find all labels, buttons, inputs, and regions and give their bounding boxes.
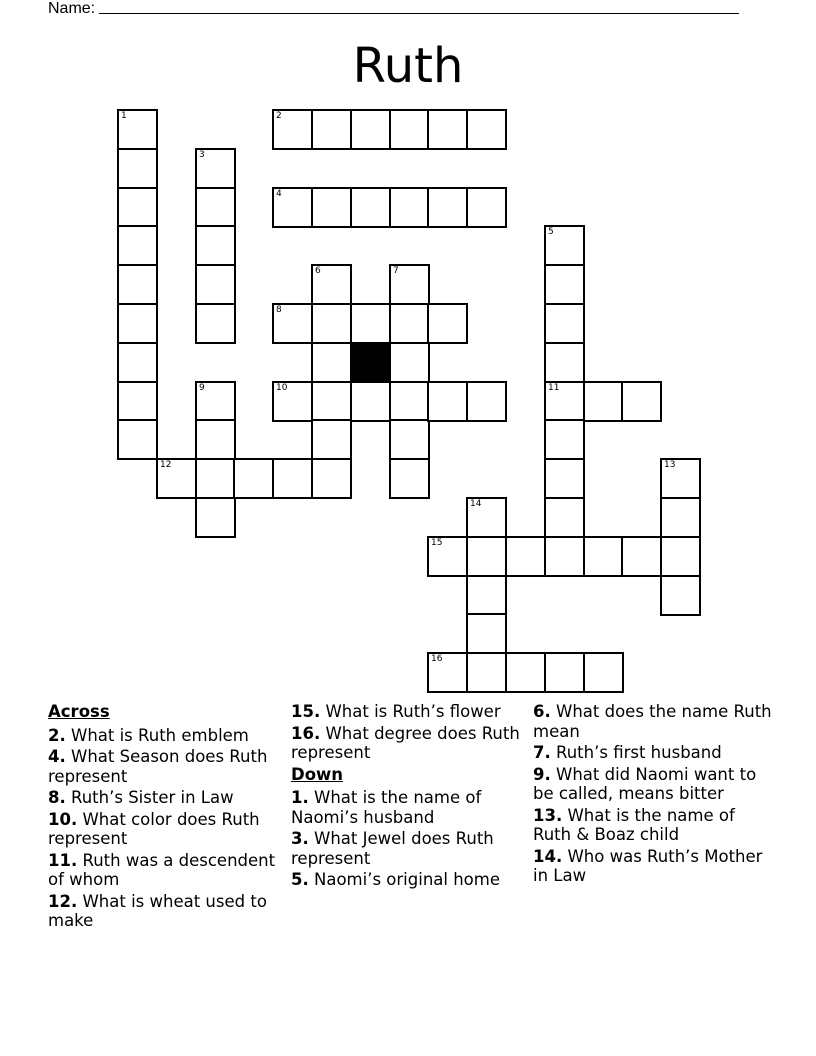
grid-cell[interactable] — [466, 497, 507, 538]
grid-cell[interactable] — [544, 342, 585, 383]
grid-cell[interactable] — [117, 303, 158, 344]
grid-cell[interactable] — [350, 109, 391, 150]
clue-number: 1 — [121, 111, 127, 121]
grid-cell[interactable] — [466, 575, 507, 616]
grid-cell[interactable] — [544, 303, 585, 344]
grid-cell[interactable] — [427, 381, 468, 422]
grid-cell[interactable] — [544, 419, 585, 460]
grid-cell[interactable] — [117, 148, 158, 189]
grid-cell[interactable] — [117, 419, 158, 460]
grid-cell[interactable] — [583, 381, 624, 422]
grid-cell[interactable] — [466, 187, 507, 228]
grid-cell[interactable] — [311, 303, 352, 344]
grid-cell[interactable] — [544, 381, 585, 422]
grid-cell[interactable] — [233, 458, 274, 499]
grid-cell[interactable] — [272, 303, 313, 344]
clue-number: 3 — [199, 150, 205, 160]
clue-number: 8 — [276, 305, 282, 315]
grid-cell[interactable] — [544, 652, 585, 693]
grid-cell[interactable] — [389, 458, 430, 499]
clue-number: 6 — [315, 266, 321, 276]
grid-cell[interactable] — [544, 225, 585, 266]
grid-cell[interactable] — [583, 652, 624, 693]
clue-across-15: 15. What is Ruth’s flower — [291, 702, 501, 721]
grid-cell[interactable] — [311, 342, 352, 383]
grid-cell[interactable] — [195, 497, 236, 538]
grid-cell[interactable] — [389, 303, 430, 344]
clue-number: 13 — [664, 460, 676, 470]
clue-down-3: 3. What Jewel does Ruth represent — [291, 829, 494, 868]
clue-across-8: 8. Ruth’s Sister in Law — [48, 788, 234, 807]
grid-cell[interactable] — [156, 458, 197, 499]
grid-cell[interactable] — [311, 458, 352, 499]
grid-cell[interactable] — [117, 225, 158, 266]
grid-cell[interactable] — [466, 652, 507, 693]
black-square — [350, 342, 391, 383]
grid-cell[interactable] — [427, 652, 468, 693]
grid-cell[interactable] — [389, 419, 430, 460]
grid-cell[interactable] — [272, 381, 313, 422]
grid-cell[interactable] — [660, 575, 701, 616]
puzzle-title: Ruth — [352, 38, 464, 94]
grid-cell[interactable] — [350, 303, 391, 344]
clue-down-14: 14. Who was Ruth’s Mother in Law — [533, 846, 763, 885]
grid-cell[interactable] — [544, 497, 585, 538]
grid-cell[interactable] — [505, 652, 546, 693]
grid-cell[interactable] — [427, 303, 468, 344]
grid-cell[interactable] — [466, 613, 507, 654]
grid-cell[interactable] — [466, 381, 507, 422]
grid-cell[interactable] — [311, 109, 352, 150]
clue-number: 10 — [276, 383, 288, 393]
clues-column-3 — [533, 702, 773, 888]
grid-cell[interactable] — [117, 381, 158, 422]
clue-across-2: 2. What is Ruth emblem — [48, 725, 249, 745]
grid-cell[interactable] — [117, 187, 158, 228]
grid-cell[interactable] — [389, 381, 430, 422]
grid-cell[interactable] — [427, 536, 468, 577]
clue-number: 7 — [393, 266, 399, 276]
grid-cell[interactable] — [389, 264, 430, 305]
clue-number: 4 — [276, 189, 282, 199]
grid-cell[interactable] — [544, 458, 585, 499]
grid-cell[interactable] — [195, 458, 236, 499]
grid-cell[interactable] — [544, 264, 585, 305]
clue-down-5: 5. Naomi’s original home — [291, 870, 500, 889]
grid-cell[interactable] — [389, 342, 430, 383]
grid-cell[interactable] — [660, 536, 701, 577]
across-heading: Across — [48, 702, 110, 721]
clue-across-4: 4. What Season does Ruth represent — [48, 747, 268, 786]
clue-down-6: 6. What does the name Ruth mean — [533, 702, 772, 741]
grid-cell[interactable] — [621, 381, 662, 422]
clue-across-12: 12. What is wheat used to make — [48, 891, 267, 930]
grid-cell[interactable] — [272, 187, 313, 228]
grid-cell[interactable] — [466, 109, 507, 150]
clue-number: 15 — [431, 538, 443, 548]
grid-cell[interactable] — [195, 187, 236, 228]
clue-down-13: 13. What is the name of Ruth & Boaz child — [533, 805, 735, 844]
grid-cell[interactable] — [272, 458, 313, 499]
grid-cell[interactable] — [621, 536, 662, 577]
clue-down-9: 9. What did Naomi want to be called, means bitter — [533, 764, 757, 803]
clue-number: 16 — [431, 654, 443, 664]
clue-down-7: 7. Ruth’s first husband — [533, 743, 722, 762]
grid-cell[interactable] — [117, 109, 158, 150]
grid-cell[interactable] — [350, 381, 391, 422]
grid-cell[interactable] — [117, 264, 158, 305]
grid-cell[interactable] — [350, 187, 391, 228]
clue-number: 5 — [548, 227, 554, 237]
clues-column-2 — [291, 702, 523, 892]
clues-column-1 — [48, 702, 278, 933]
down-heading: Down — [291, 764, 344, 784]
grid-cell[interactable] — [427, 187, 468, 228]
grid-cell[interactable] — [660, 458, 701, 499]
clue-across-16: 16. What degree does Ruth represent — [291, 723, 520, 762]
grid-cell[interactable] — [466, 536, 507, 577]
grid-cell[interactable] — [195, 148, 236, 189]
grid-cell[interactable] — [195, 419, 236, 460]
grid-cell[interactable] — [117, 342, 158, 383]
grid-cell[interactable] — [311, 187, 352, 228]
clue-number: 12 — [160, 460, 172, 470]
grid-cell[interactable] — [660, 497, 701, 538]
grid-cell[interactable] — [272, 109, 313, 150]
clue-across-10: 10. What color does Ruth represent — [48, 809, 260, 848]
grid-cell[interactable] — [195, 303, 236, 344]
grid-cell[interactable] — [389, 109, 430, 150]
grid-cell[interactable] — [311, 264, 352, 305]
grid-cell[interactable] — [427, 109, 468, 150]
clue-number: 9 — [199, 383, 205, 393]
grid-cell[interactable] — [311, 419, 352, 460]
name-label: Name: — [48, 0, 96, 17]
clue-number: 2 — [276, 111, 282, 121]
grid-cell[interactable] — [195, 381, 236, 422]
clue-down-1: 1. What is the name of Naomi’s husband — [291, 788, 482, 827]
clue-across-11: 11. Ruth was a descendent of whom — [48, 850, 276, 889]
grid-cell[interactable] — [389, 187, 430, 228]
grid-cell[interactable] — [544, 536, 585, 577]
grid-cell[interactable] — [195, 225, 236, 266]
grid-cell[interactable] — [583, 536, 624, 577]
clue-number: 14 — [470, 499, 482, 509]
grid-cell[interactable] — [195, 264, 236, 305]
grid-cell[interactable] — [505, 536, 546, 577]
grid-cell[interactable] — [311, 381, 352, 422]
clue-number: 11 — [548, 383, 560, 393]
